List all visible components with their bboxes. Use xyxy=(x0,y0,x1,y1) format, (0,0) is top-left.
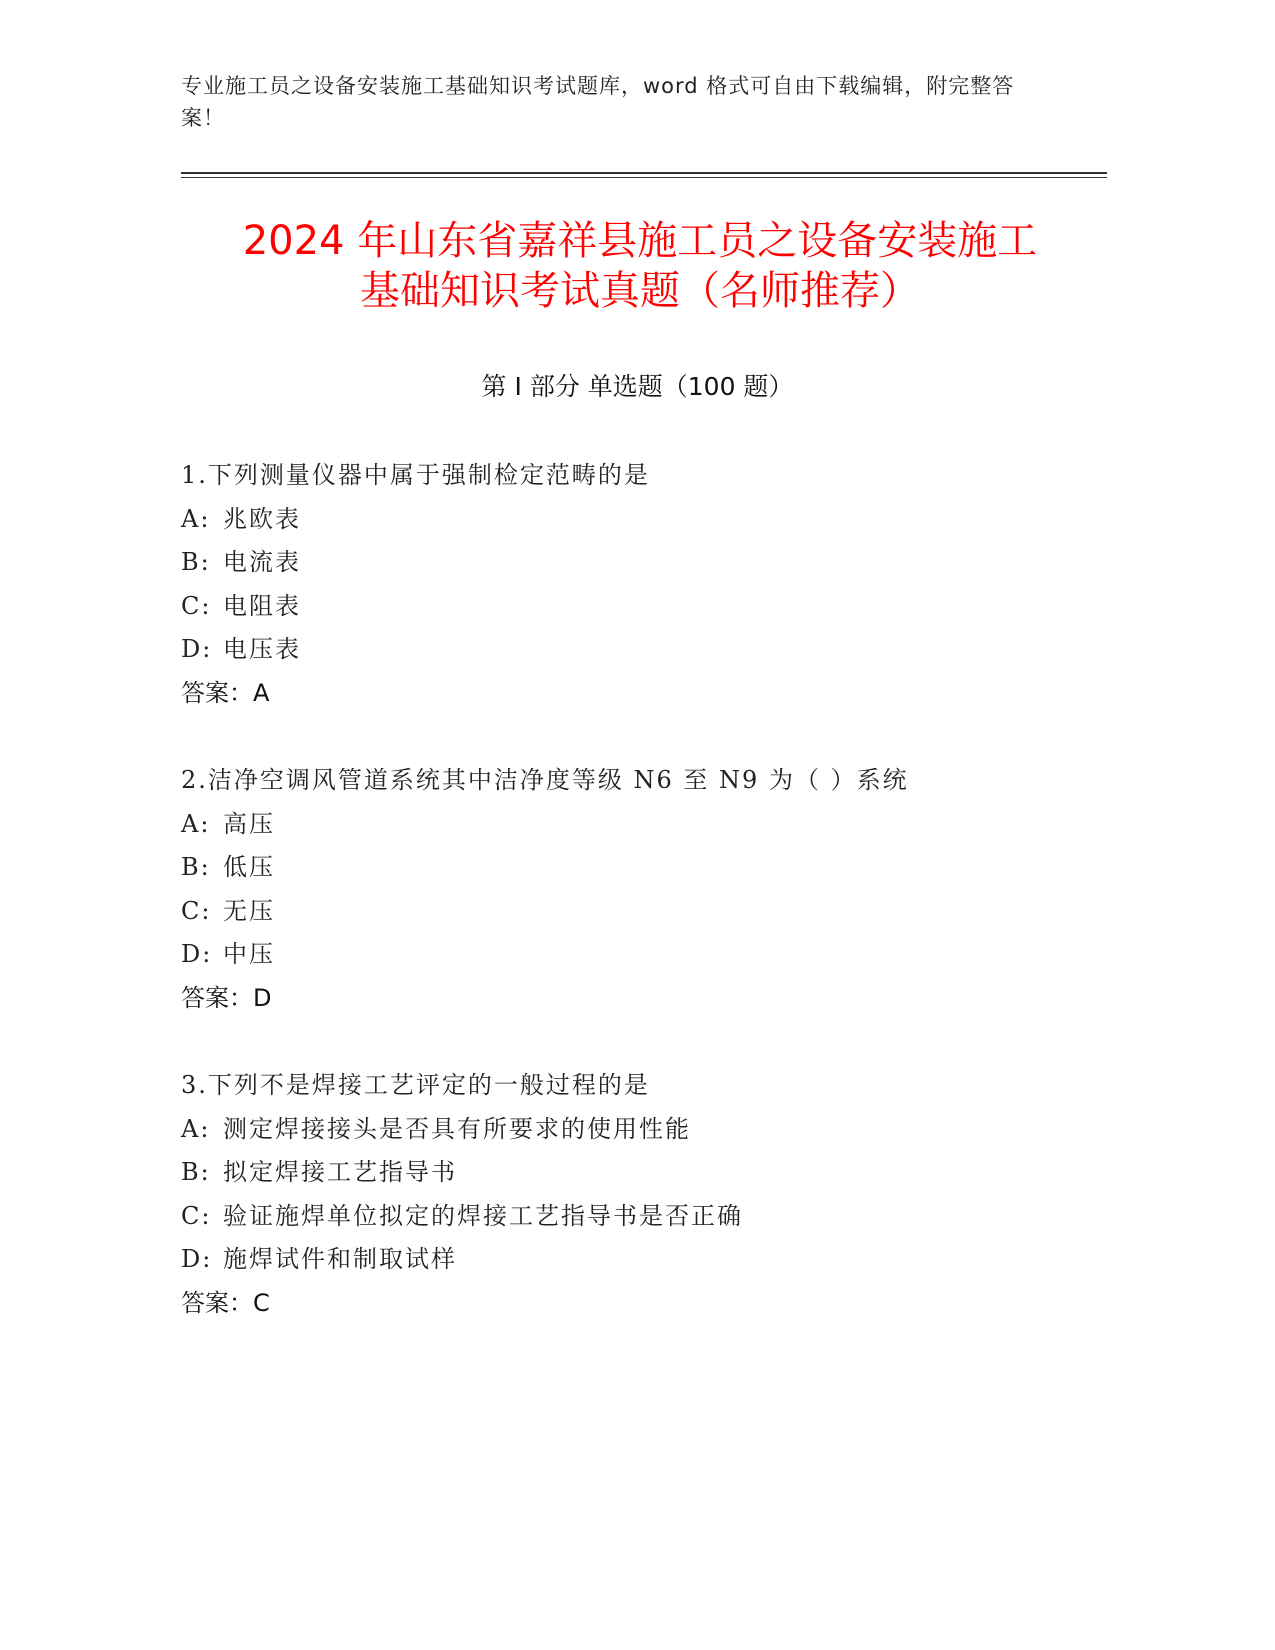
option-b xyxy=(181,1151,1101,1195)
question-stem: 3.下列不是焊接工艺评定的一般过程的是 xyxy=(181,1071,650,1099)
answer-line xyxy=(181,977,1101,1021)
title-line-1: 2024 年山东省嘉祥县施工员之设备安装施工 xyxy=(242,218,1038,264)
answer-label: 答案： xyxy=(181,1288,253,1317)
header-rule-thick xyxy=(181,172,1107,174)
answer-label: 答案： xyxy=(181,983,253,1012)
answer-line xyxy=(181,672,1101,716)
title-line-2: 基础知识考试真题（名师推荐） xyxy=(360,268,920,314)
option-text: 电压表 xyxy=(223,635,301,663)
question-2 xyxy=(181,759,1101,1020)
question-3 xyxy=(181,1064,1101,1325)
option-b xyxy=(181,541,1101,585)
option-a xyxy=(181,1108,1101,1152)
option-key: A: xyxy=(181,504,211,533)
option-key: D: xyxy=(181,1245,213,1273)
option-key: B: xyxy=(181,1158,211,1186)
option-text: 电阻表 xyxy=(223,591,301,620)
option-text: 高压 xyxy=(223,809,275,838)
option-text: 测定焊接接头是否具有所要求的使用性能 xyxy=(223,1114,691,1143)
option-key: B: xyxy=(181,853,211,881)
option-d xyxy=(181,628,1101,672)
option-text: 低压 xyxy=(223,853,275,881)
option-text: 验证施焊单位拟定的焊接工艺指导书是否正确 xyxy=(223,1201,743,1230)
answer-value: D xyxy=(253,983,272,1012)
option-key: C: xyxy=(181,896,212,925)
answer-line xyxy=(181,1282,1101,1326)
section-title: 第 I 部分 单选题（100 题） xyxy=(481,372,794,401)
header-note: 专业施工员之设备安装施工基础知识考试题库，word 格式可自由下载编辑，附完整答案！ xyxy=(181,74,1015,130)
option-key: A: xyxy=(181,809,211,838)
option-text: 施焊试件和制取试样 xyxy=(223,1245,457,1273)
option-key: C: xyxy=(181,1201,212,1230)
option-text: 兆欧表 xyxy=(223,504,301,533)
answer-value: A xyxy=(253,678,270,707)
document-title xyxy=(160,216,1120,316)
option-text: 拟定焊接工艺指导书 xyxy=(223,1158,457,1186)
option-key: B: xyxy=(181,548,211,576)
answer-value: C xyxy=(253,1288,270,1317)
option-c xyxy=(181,1195,1101,1239)
question-1 xyxy=(181,454,1101,715)
option-key: D: xyxy=(181,635,213,663)
option-key: D: xyxy=(181,940,213,968)
question-stem: 1.下列测量仪器中属于强制检定范畴的是 xyxy=(181,461,650,489)
option-a xyxy=(181,803,1101,847)
option-text: 中压 xyxy=(223,940,275,968)
option-a xyxy=(181,498,1101,542)
option-c xyxy=(181,585,1101,629)
answer-label: 答案： xyxy=(181,678,253,707)
option-key: C: xyxy=(181,591,212,620)
option-c xyxy=(181,890,1101,934)
question-stem: 2.洁净空调风管道系统其中洁净度等级 N6 至 N9 为（ ）系统 xyxy=(181,766,909,794)
header-rule-thin xyxy=(181,177,1107,178)
option-text: 无压 xyxy=(223,896,275,925)
option-d xyxy=(181,1238,1101,1282)
option-d xyxy=(181,933,1101,977)
option-b xyxy=(181,846,1101,890)
option-text: 电流表 xyxy=(223,548,301,576)
option-key: A: xyxy=(181,1114,211,1143)
